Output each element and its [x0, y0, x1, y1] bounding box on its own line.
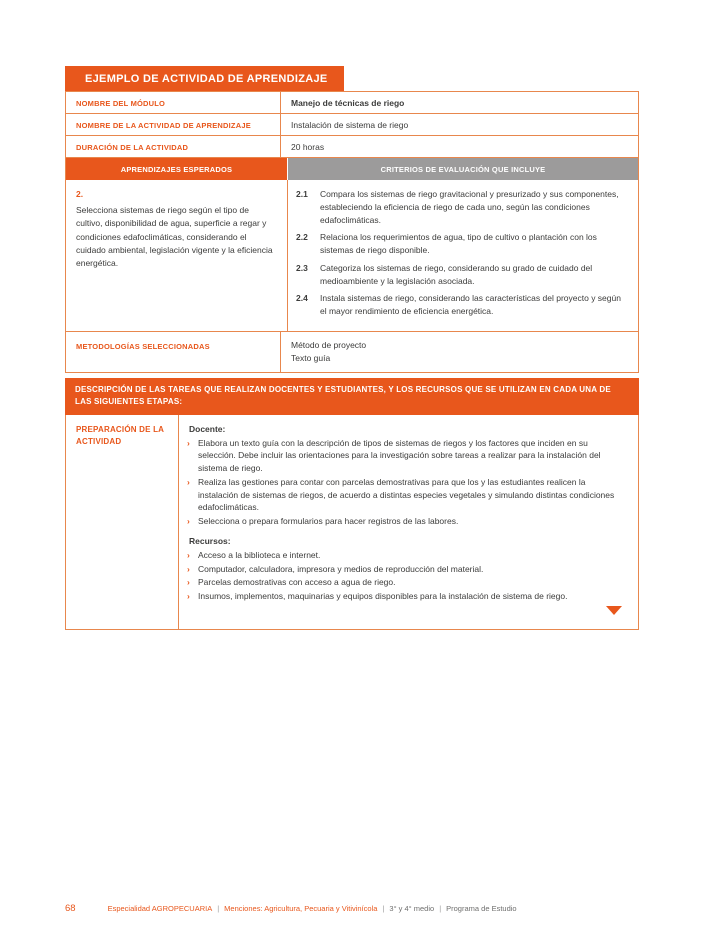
activity-title-badge: EJEMPLO DE ACTIVIDAD DE APRENDIZAJE — [65, 66, 344, 91]
criterion-text: Compara los sistemas de riego gravitacional y presurizado y sus componentes, estableciendo la eficiencia de riego de cada uno, según las condiciones edafoclimáticas. — [320, 189, 619, 225]
footer-program: Programa de Estudio — [446, 904, 517, 913]
evaluation-criteria-cell — [288, 180, 638, 331]
footer-mentions: Menciones: Agricultura, Pecuaria y Vitivinícola — [224, 904, 378, 913]
list-item — [187, 476, 624, 514]
chevron-bullet-icon: › — [187, 476, 190, 487]
recursos-item-text: Insumos, implementos, maquinarias y equipos disponibles para la instalación de sistema de riego. — [198, 591, 568, 602]
criterion-number: 2.3 — [296, 262, 308, 273]
criterion-text: Categoriza los sistemas de riego, considerando su grado de cuidado del medioambiente y la legislación asociada. — [320, 262, 593, 286]
column-headers — [66, 158, 638, 180]
continuation-triangle-icon — [606, 606, 622, 615]
preparation-content — [179, 415, 638, 629]
criterion-item — [296, 231, 628, 257]
activity-table — [65, 91, 639, 373]
module-name-value: Manejo de técnicas de riego — [291, 98, 405, 108]
footer-grade: 3° y 4° medio — [389, 904, 435, 913]
recursos-item-text: Computador, calculadora, impresora y medios de reproducción del material. — [198, 563, 484, 574]
tasks-description-banner: DESCRIPCIÓN DE LAS TAREAS QUE REALIZAN DOCENTES Y ESTUDIANTES, Y LOS RECURSOS QUE SE UTILIZAN EN CADA UNA DE LAS SIGUIENTES ETAPAS: — [65, 378, 639, 415]
methodologies-values — [281, 332, 638, 372]
page-footer — [65, 903, 639, 914]
criterion-item — [296, 292, 628, 318]
docente-item-text: Elabora un texto guía con la descripción de tipos de sistemas de riegos y los factores que inciden en su selección. Debe incluir las orientaciones para la investigación sobre tareas a realizar para la instalación del sistema de riego. — [198, 437, 601, 474]
list-item — [187, 576, 624, 589]
docente-heading: Docente: — [189, 423, 226, 434]
criterion-number: 2.1 — [296, 189, 308, 199]
activity-name-value: Instalación de sistema de riego — [291, 120, 409, 130]
list-item — [187, 437, 624, 475]
methodologies-label: METODOLOGÍAS SELECCIONADAS — [66, 332, 281, 372]
module-name-label: NOMBRE DEL MÓDULO — [66, 92, 281, 113]
recursos-item-text: Parcelas demostrativas con acceso a agua de riego. — [198, 577, 396, 588]
activity-document — [65, 66, 639, 630]
duration-value: 20 horas — [291, 142, 325, 152]
docente-item-text: Selecciona o prepara formularios para hacer registros de las labores. — [198, 516, 459, 527]
criterion-number: 2.2 — [296, 232, 308, 243]
chevron-bullet-icon: › — [187, 591, 190, 602]
expected-learning-header: APRENDIZAJES ESPERADOS — [66, 158, 288, 180]
recursos-heading: Recursos: — [189, 535, 231, 546]
footer-separator: | — [382, 904, 385, 913]
evaluation-criteria-header: CRITERIOS DE EVALUACIÓN QUE INCLUYE — [288, 158, 638, 180]
recursos-item-text: Acceso a la biblioteca e internet. — [198, 549, 321, 560]
expected-learning-number: 2. — [76, 189, 84, 199]
preparation-section — [65, 415, 639, 630]
list-item — [187, 549, 624, 562]
criterion-text: Instala sistemas de riego, considerando las características del proyecto y según el mayor rendimiento de eficiencia energética. — [320, 293, 621, 316]
activity-name-label: NOMBRE DE LA ACTIVIDAD DE APRENDIZAJE — [66, 114, 281, 135]
docente-item-text: Realiza las gestiones para contar con parcelas demostrativas para que los y las estudiantes realicen la instalación de sistemas de riegos, de acuerdo a distintas especies vegetales y simulando distintas condiciones edafoclimáticas. — [198, 476, 615, 513]
stage-label: PREPARACIÓN DE LA ACTIVIDAD — [66, 415, 179, 629]
continuation-marker — [187, 606, 624, 617]
chevron-bullet-icon: › — [187, 549, 190, 560]
list-item — [187, 515, 624, 528]
expected-learning-cell — [66, 180, 288, 331]
criterion-item — [296, 188, 628, 226]
table-row — [66, 114, 638, 136]
methodology-item: Método de proyecto — [291, 339, 367, 350]
criterion-number: 2.4 — [296, 293, 308, 304]
methodology-item: Texto guía — [291, 353, 331, 364]
chevron-bullet-icon: › — [187, 563, 190, 574]
chevron-bullet-icon: › — [187, 516, 190, 527]
table-row — [66, 92, 638, 114]
methodologies-row — [66, 332, 638, 372]
page-number: 68 — [65, 903, 76, 914]
list-item — [187, 590, 624, 603]
duration-label: DURACIÓN DE LA ACTIVIDAD — [66, 136, 281, 157]
chevron-bullet-icon: › — [187, 437, 190, 448]
learning-criteria-row — [66, 180, 638, 332]
footer-separator: | — [439, 904, 442, 913]
chevron-bullet-icon: › — [187, 577, 190, 588]
criterion-item — [296, 262, 628, 288]
footer-specialty: Especialidad AGROPECUARIA — [107, 904, 213, 913]
criterion-text: Relaciona los requerimientos de agua, tipo de cultivo o plantación con los sistemas de riego disponible. — [320, 232, 597, 255]
list-item — [187, 563, 624, 576]
expected-learning-text: Selecciona sistemas de riego según el tipo de cultivo, disponibilidad de agua, superficie a regar y condiciones edafoclimáticas, considerando el cuidado ambiental, legislación vigente y la eficiencia energética. — [76, 205, 273, 268]
table-row — [66, 136, 638, 158]
footer-separator: | — [217, 904, 220, 913]
